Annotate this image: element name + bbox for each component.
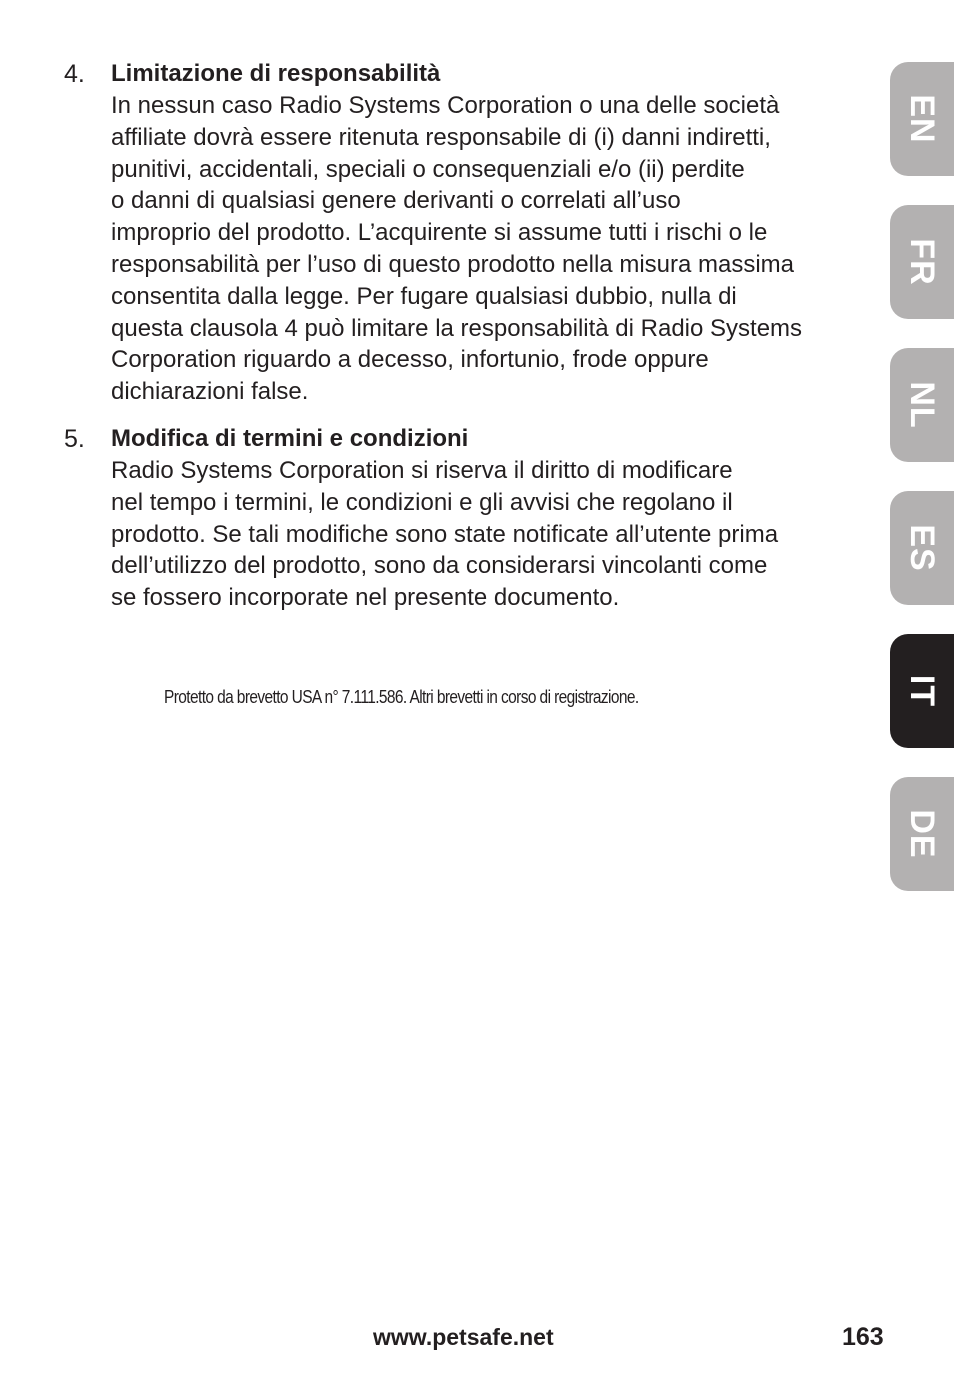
tab-es[interactable] bbox=[890, 491, 954, 605]
tab-nl[interactable] bbox=[890, 348, 954, 462]
tab-label: DE bbox=[903, 809, 941, 859]
tab-label: EN bbox=[903, 94, 941, 144]
tab-en[interactable] bbox=[890, 62, 954, 176]
tab-fr[interactable] bbox=[890, 205, 954, 319]
tab-label: FR bbox=[903, 238, 941, 286]
paragraph-line: nel tempo i termini, le condizioni e gli avvisi che regolano il bbox=[111, 488, 733, 516]
paragraph-line: consentita dalla legge. Per fugare qualsiasi dubbio, nulla di bbox=[111, 282, 737, 310]
paragraph-line: improprio del prodotto. L’acquirente si assume tutti i rischi o le bbox=[111, 219, 768, 247]
section-number: 4. bbox=[64, 60, 85, 88]
tab-label: ES bbox=[903, 524, 941, 572]
section-body bbox=[111, 423, 863, 614]
paragraph-line: responsabilità per l’uso di questo prodotto nella misura massima bbox=[111, 250, 795, 278]
footer-url: www.petsafe.net bbox=[373, 1324, 554, 1350]
paragraph-line: questa clausola 4 può limitare la responsabilità di Radio Systems bbox=[111, 314, 803, 342]
page-number: 163 bbox=[842, 1323, 884, 1351]
paragraph-line: punitivi, accidentali, speciali o consequenziali e/o (ii) perdite bbox=[111, 155, 745, 183]
paragraph-line: se fossero incorporate nel presente documento. bbox=[111, 584, 620, 612]
paragraph-line: prodotto. Se tali modifiche sono state notificate all’utente prima bbox=[111, 520, 779, 548]
paragraph-line: dichiarazioni false. bbox=[111, 378, 309, 406]
tab-label: NL bbox=[903, 381, 941, 429]
paragraph-line: Corporation riguardo a decesso, infortunio, frode oppure bbox=[111, 346, 709, 374]
section-heading: Modifica di termini e condizioni bbox=[111, 425, 469, 452]
section-body bbox=[111, 58, 863, 408]
tab-label: IT bbox=[903, 674, 941, 708]
patent-notice: Protetto da brevetto USA n° 7.111.586. Altri brevetti in corso di registrazione. bbox=[164, 687, 639, 707]
section-heading: Limitazione di responsabilità bbox=[111, 60, 441, 87]
tab-it[interactable] bbox=[890, 634, 954, 748]
paragraph-line: In nessun caso Radio Systems Corporation o una delle società bbox=[111, 92, 780, 119]
tab-de[interactable] bbox=[890, 777, 954, 891]
paragraph-line: dell’utilizzo del prodotto, sono da considerarsi vincolanti come bbox=[111, 552, 768, 580]
paragraph-line: o danni di qualsiasi genere derivanti o correlati all’uso bbox=[111, 187, 681, 215]
section-number: 5. bbox=[64, 425, 85, 453]
paragraph-line: affiliate dovrà essere ritenuta responsabile di (i) danni indiretti, bbox=[111, 123, 771, 151]
paragraph-line: Radio Systems Corporation si riserva il diritto di modificare bbox=[111, 457, 733, 484]
